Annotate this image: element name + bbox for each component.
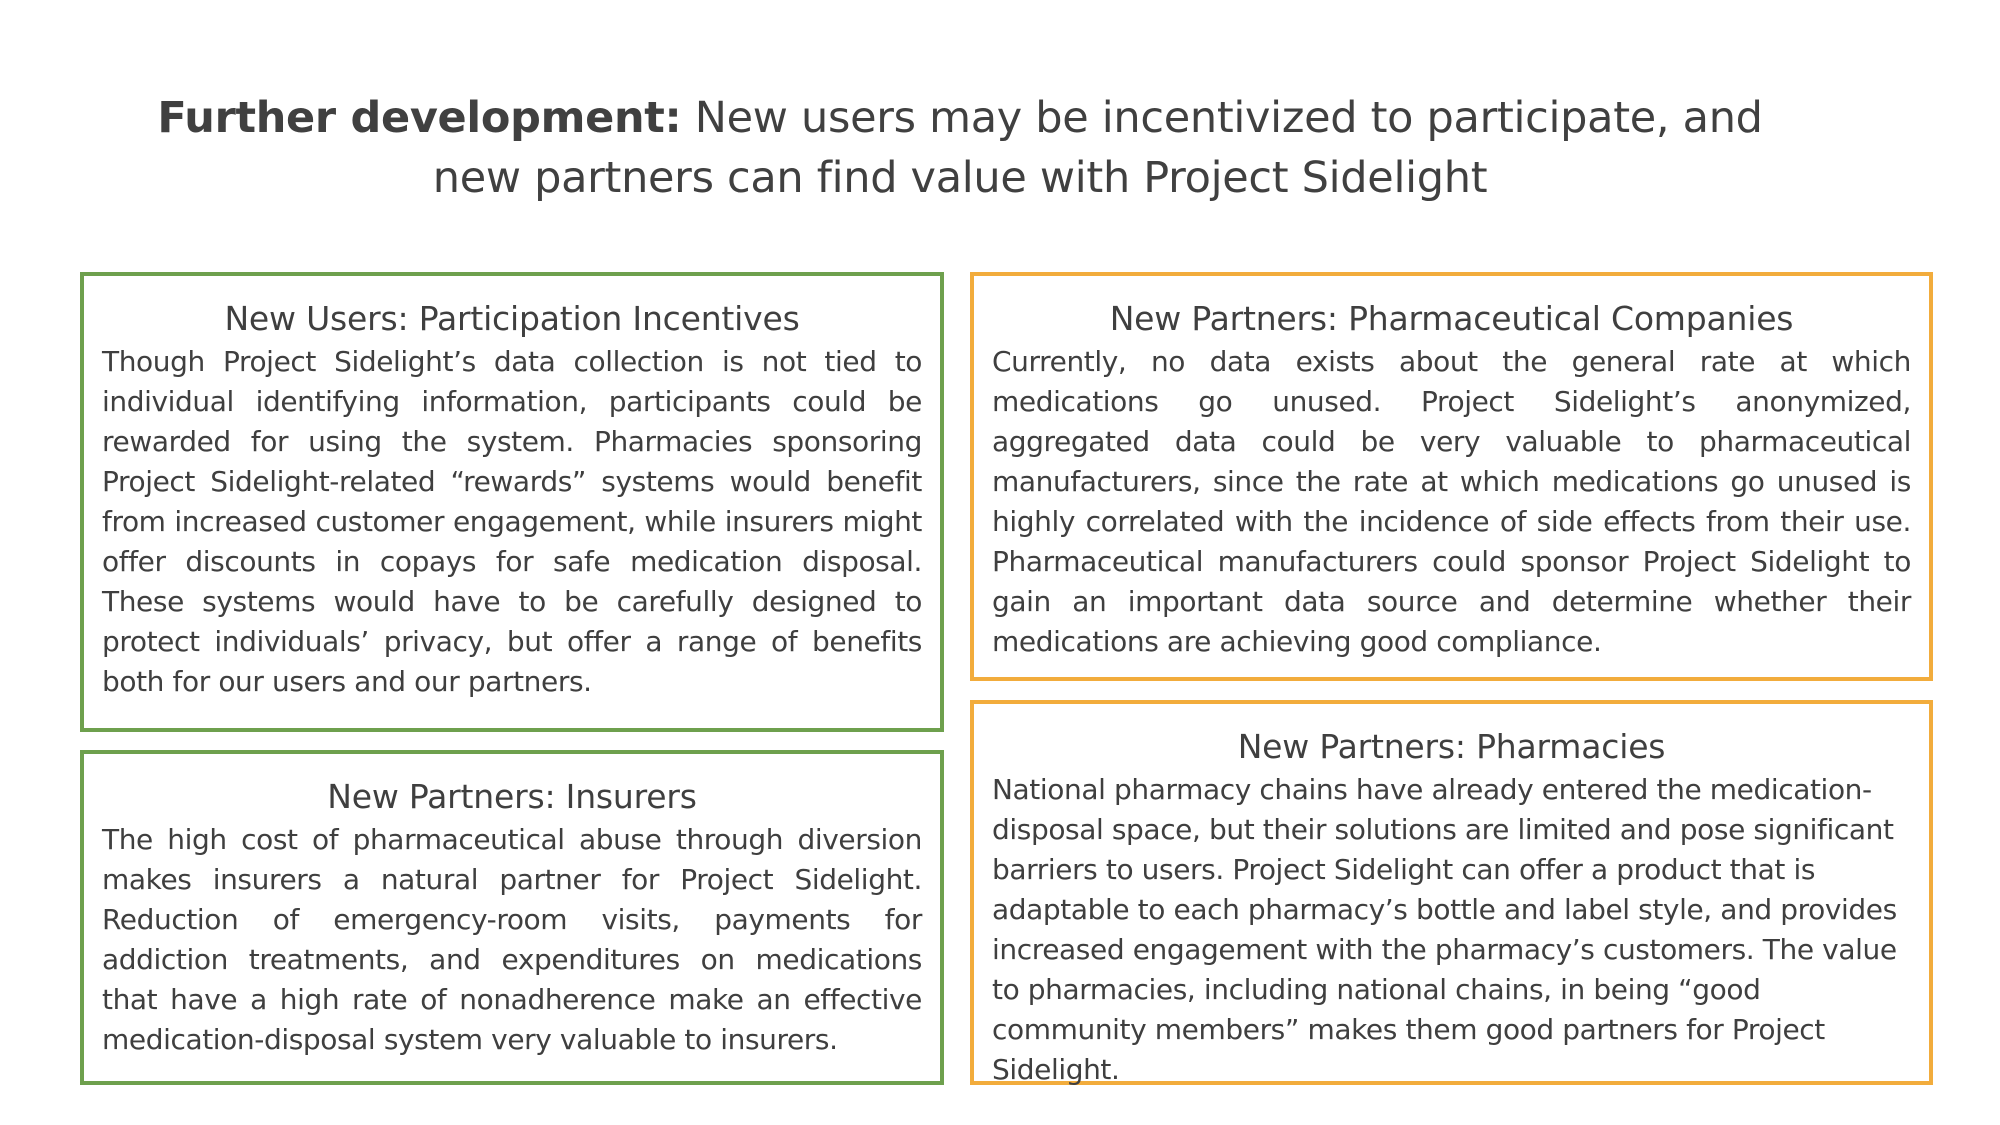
panel-heading: New Partners: Insurers xyxy=(327,777,697,816)
panel-new-users xyxy=(80,272,944,732)
panel-heading: New Partners: Pharmacies xyxy=(1237,727,1666,766)
panel-pharmaceutical-companies xyxy=(970,272,1933,681)
title-lead: Further development: xyxy=(157,93,682,143)
panel-body: National pharmacy chains have already entered the medication-disposal space, but their solutions are limited and pose significant barriers to users. Project Sidelight can offer a product that is adaptable to each pharmacy’s bottle and label style, and provides increased engagement with the pharmacy’s customers. The value to pharmacies, including national chains, in being “good community members” makes them good partners for Project Sidelight. xyxy=(992,773,1897,1086)
panel-heading: New Users: Participation Incentives xyxy=(224,299,800,338)
slide-title xyxy=(150,88,1770,208)
panel-insurers xyxy=(80,750,944,1085)
panel-body: The high cost of pharmaceutical abuse through diversion makes insurers a natural partner for Project Sidelight. Reduction of emergency-room visits, payments for addiction treatments, and expenditures on medications that have a high rate of nonadherence make an effective medication-disposal system very valuable to insurers. xyxy=(102,823,922,1056)
panel-body: Currently, no data exists about the general rate at which medications go unused. Project Sidelight’s anonymized, aggregated data could be very valuable to pharmaceutical manufacturers, since the rate at which medications go unused is highly correlated with the incidence of side effects from their use. Pharmaceutical manufacturers could sponsor Project Sidelight to gain an important data source and determine whether their medications are achieving good compliance. xyxy=(992,345,1911,658)
title-rest: New users may be incentivized to participate, and new partners can find value with Project Sidelight xyxy=(432,93,1763,203)
panel-body: Though Project Sidelight’s data collection is not tied to individual identifying information, participants could be rewarded for using the system. Pharmacies sponsoring Project Sidelight-related “rewards” systems would benefit from increased customer engagement, while insurers might offer discounts in copays for safe medication disposal. These systems would have to be carefully designed to protect individuals’ privacy, but offer a range of benefits both for our users and our partners. xyxy=(102,345,922,698)
panel-heading: New Partners: Pharmaceutical Companies xyxy=(1109,299,1794,338)
panel-pharmacies xyxy=(970,700,1933,1085)
